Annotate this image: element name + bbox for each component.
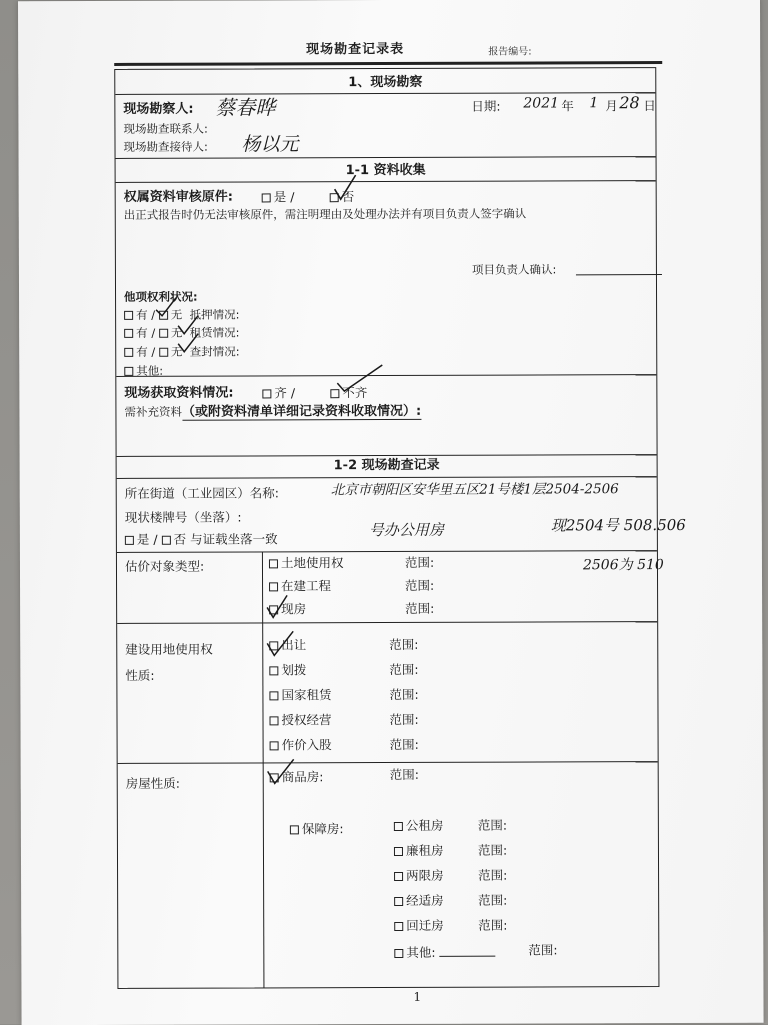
- option-yes-text: 是: [273, 189, 287, 205]
- lease-row: 有 / 无 租赁情况:: [124, 326, 239, 341]
- seizure-row: 有 / 无 查封情况:: [124, 345, 239, 360]
- title-rule: [114, 61, 662, 66]
- date-month: 1: [589, 95, 599, 112]
- option-none-text: 无: [170, 325, 183, 340]
- leader-confirm-line[interactable]: [576, 274, 662, 275]
- valuation-item-text: 现房: [281, 601, 307, 617]
- checkbox-affordable[interactable]: [290, 825, 299, 834]
- valuation-item-text: 土地使用权: [280, 555, 344, 571]
- affordable-item-text: 经适房: [406, 892, 444, 908]
- land-use-item-text: 作价入股: [281, 737, 332, 753]
- land-use-label-2: 性质:: [125, 667, 155, 683]
- handwritten-check-icon: [332, 173, 358, 201]
- supplement-row: [124, 404, 421, 421]
- option-yes-text: 是: [136, 531, 150, 547]
- checkbox-land-use-2[interactable]: [269, 666, 278, 675]
- option-none-text: 无: [170, 344, 183, 359]
- checkbox-complete[interactable]: [262, 389, 271, 398]
- row-divider: [115, 92, 655, 95]
- date-day-unit: 日: [643, 98, 656, 114]
- range-label: 范围:: [405, 600, 435, 616]
- receiver-signature: 杨以元: [241, 133, 299, 156]
- checkbox-price-limited[interactable]: [394, 872, 403, 881]
- mortgage-label: 抵押情况:: [189, 307, 240, 322]
- row-divider: [116, 180, 656, 183]
- checkbox-land-use-5[interactable]: [270, 741, 279, 750]
- affordable-sub-3[interactable]: [394, 868, 444, 883]
- contact-label: 现场勘查联系人:: [123, 121, 208, 136]
- affordable-sub-5[interactable]: [394, 918, 444, 933]
- range-label: 范围:: [389, 661, 419, 678]
- checkbox-lease-has[interactable]: [124, 329, 133, 338]
- handwritten-check-icon: [176, 332, 202, 354]
- land-use-item-text: 出让: [281, 637, 307, 653]
- affordable-sub-4[interactable]: [394, 893, 444, 908]
- valuation-item-text: 在建工程: [281, 578, 332, 594]
- range-label: 范围:: [389, 766, 419, 783]
- receiver-label: 现场勘查接待人:: [123, 139, 208, 154]
- checkbox-land-use-4[interactable]: [270, 716, 279, 725]
- leader-confirm-label: 项目负责人确认:: [471, 262, 557, 277]
- option-none-text: 无: [170, 307, 183, 322]
- affordable-item-text: 廉租房: [405, 842, 444, 858]
- option-complete-text: 齐: [274, 385, 287, 401]
- ownership-note: 出正式报告时仍无法审核原件，需注明理由及处理办法并有项目负责人签字确认: [123, 206, 527, 222]
- land-use-label: 建设用地使用权: [125, 641, 213, 657]
- other-house-text: 其他:: [406, 944, 436, 960]
- report-number-label: 报告编号:: [488, 46, 532, 58]
- section-1-1-title: 1-1 资料收集: [345, 162, 426, 179]
- checkbox-seizure-none[interactable]: [159, 348, 168, 357]
- affordable-sub-other[interactable]: [394, 945, 495, 960]
- other-label: 其他:: [136, 363, 164, 378]
- affordable-sub-2[interactable]: [394, 843, 444, 858]
- ownership-label: 权属资料审核原件:: [123, 189, 233, 205]
- option-no-text: 否: [341, 189, 355, 205]
- inspection-form: [114, 67, 686, 989]
- range-label: 范围:: [389, 686, 419, 703]
- affordable-option[interactable]: [290, 821, 344, 836]
- row-divider: [117, 550, 657, 553]
- checkbox-seizure-has[interactable]: [124, 348, 133, 357]
- option-incomplete-text: 不齐: [342, 385, 368, 401]
- land-use-item-text: 授权经营: [281, 712, 332, 728]
- mortgage-row: 有 / 无 抵押情况:: [124, 308, 239, 323]
- checkbox-construction[interactable]: [269, 582, 278, 591]
- house-nature-label: 房屋性质:: [125, 775, 180, 791]
- inspector-label: 现场勘察人:: [123, 101, 194, 117]
- section-1-title: 1、现场勘察: [348, 74, 423, 91]
- checkbox-lease-none[interactable]: [159, 329, 168, 338]
- row-divider: [118, 761, 658, 764]
- affordable-item-text: 两限房: [406, 867, 444, 883]
- checkbox-land[interactable]: [269, 559, 278, 568]
- plate-label: 现状楼牌号（坐落）:: [124, 509, 242, 525]
- affordable-text: 保障房:: [301, 821, 344, 837]
- street-label: 所在街道（工业园区）名称:: [124, 485, 279, 501]
- affordable-sub-1[interactable]: [394, 818, 444, 833]
- street-handwriting: 北京市朝阳区安华里五区21号楼1层2504-2506: [330, 481, 619, 499]
- option-has-text: 有: [136, 325, 148, 340]
- checkbox-match-no[interactable]: [162, 536, 171, 545]
- other-rights-label: 他项权利状况:: [124, 289, 198, 304]
- land-use-option-5[interactable]: [270, 737, 332, 752]
- valuation-item-construction[interactable]: [269, 578, 331, 593]
- supplement-note: （或附资料清单详细记录资料收取情况）:: [181, 403, 422, 420]
- range-label: 范围:: [478, 892, 508, 908]
- ownership-yes-option[interactable]: 是 /: [262, 189, 295, 204]
- range-label: 范围:: [389, 736, 419, 753]
- row-divider: [116, 156, 656, 159]
- handwritten-check-icon: [265, 593, 289, 619]
- land-use-item-text: 划拨: [281, 662, 307, 678]
- handwritten-check-icon: [334, 363, 386, 393]
- checkbox-other[interactable]: [124, 367, 133, 376]
- range-label: 范围:: [528, 942, 558, 958]
- date-day: 28: [619, 93, 640, 113]
- land-use-option-3[interactable]: [269, 687, 331, 702]
- checkbox-public-rental[interactable]: [394, 822, 403, 831]
- materials-complete-option[interactable]: 齐 /: [262, 385, 295, 400]
- option-has-text: 有: [136, 307, 148, 322]
- option-has-text: 有: [136, 344, 148, 359]
- option-no-text: 否: [173, 531, 187, 547]
- date-label: 日期:: [471, 98, 501, 114]
- checkbox-low-rent[interactable]: [394, 847, 403, 856]
- land-use-item-text: 国家租赁: [281, 687, 332, 703]
- column-divider: [262, 551, 265, 987]
- plate-handwriting: 号办公用房: [368, 520, 444, 540]
- checkbox-economic[interactable]: [394, 897, 403, 906]
- onsite-materials-label: 现场获取资料情况:: [124, 385, 234, 401]
- date-month-unit: 月: [605, 98, 618, 114]
- range-label: 范围:: [389, 636, 419, 653]
- checkbox-mortgage-has[interactable]: [124, 311, 133, 320]
- checkbox-relocation[interactable]: [394, 922, 403, 931]
- range-label: 范围:: [389, 711, 419, 728]
- checkbox-other-house[interactable]: [394, 949, 403, 958]
- location-match-row: 是 / 否 与证载坐落一致: [125, 531, 278, 547]
- date-year: 2021: [523, 95, 560, 112]
- room-note-line-1: 现2504号 508.506: [550, 515, 686, 535]
- date-year-unit: 年: [561, 98, 574, 114]
- handwritten-check-icon: [265, 629, 295, 657]
- land-use-option-4[interactable]: [269, 712, 331, 727]
- document-page: [18, 0, 764, 1025]
- range-label: 范围:: [404, 554, 435, 570]
- checkbox-land-use-3[interactable]: [269, 691, 278, 700]
- seizure-label: 查封情况:: [189, 344, 240, 359]
- land-use-option-2[interactable]: [269, 662, 306, 677]
- page-number: 1: [413, 989, 422, 1004]
- affordable-item-text: 回迁房: [406, 917, 444, 933]
- match-text: 与证载坐落一致: [190, 531, 278, 547]
- handwritten-check-icon: [266, 757, 296, 785]
- range-label: 范围:: [477, 817, 508, 833]
- room-note-line-2: 2506为 510: [582, 557, 664, 574]
- inspector-signature: 蔡春晔: [215, 95, 276, 120]
- affordable-item-text: 公租房: [405, 817, 444, 833]
- row-divider: [117, 621, 657, 624]
- other-house-line[interactable]: [440, 956, 496, 957]
- range-label: 范围:: [477, 842, 508, 858]
- supplement-label: 需补充资料: [124, 404, 182, 419]
- valuation-item-land[interactable]: [269, 555, 344, 570]
- other-row: [124, 364, 163, 379]
- commercial-text: 商品房:: [281, 769, 324, 785]
- range-label: 范围:: [405, 577, 435, 593]
- section-1-2-title: 1-2 现场勘查记录: [333, 457, 440, 474]
- range-label: 范围:: [478, 867, 508, 883]
- valuation-type-label: 估价对象类型:: [124, 558, 205, 574]
- lease-label: 租赁情况:: [189, 325, 240, 340]
- checkbox-yes[interactable]: [262, 193, 271, 202]
- range-label: 范围:: [478, 917, 508, 933]
- checkbox-match-yes[interactable]: [125, 536, 134, 545]
- form-title: 现场勘查记录表: [306, 41, 405, 58]
